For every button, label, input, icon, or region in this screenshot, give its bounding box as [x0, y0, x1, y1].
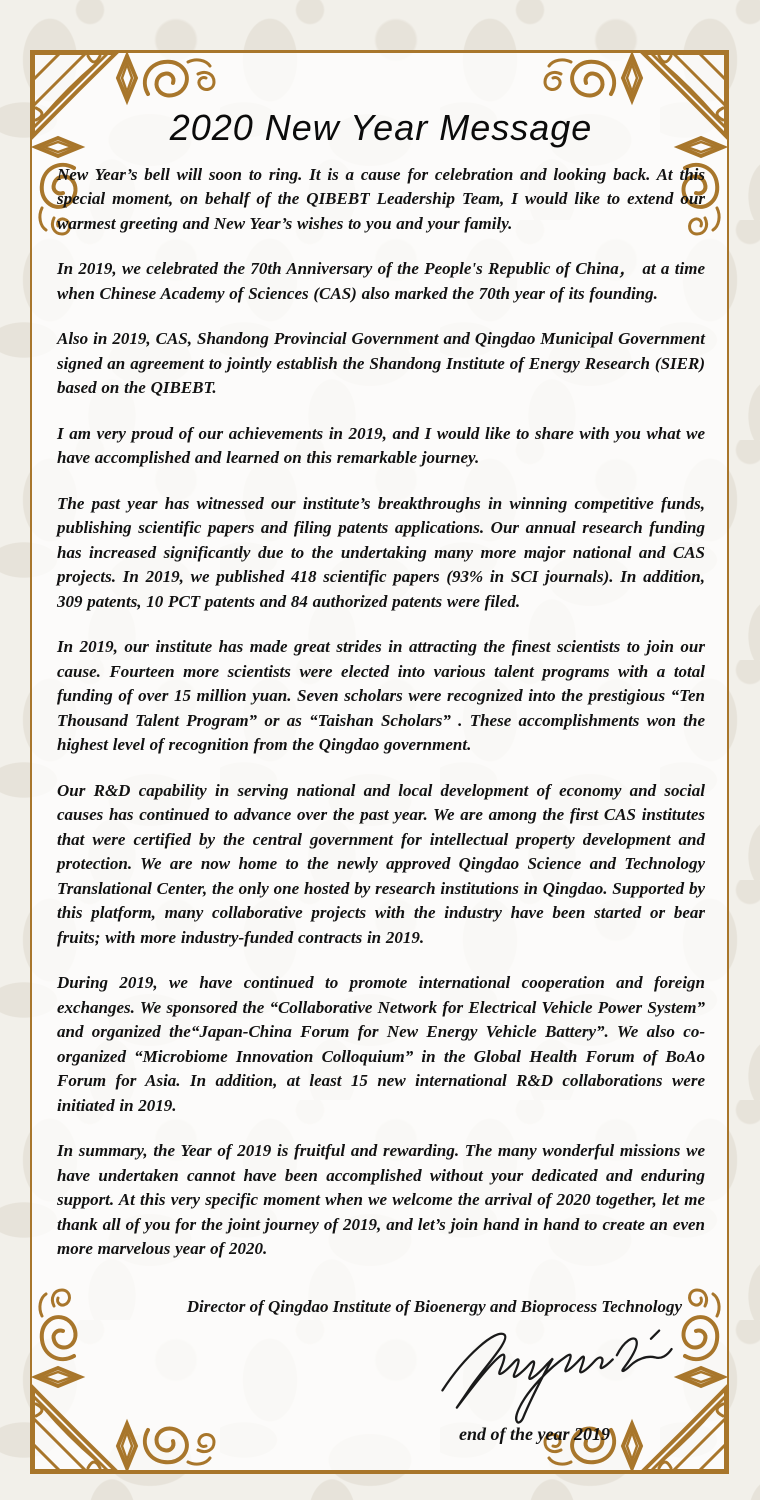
- message-paragraph: In 2019, we celebrated the 70th Anniversary of the People's Republic of China， at a time when Chinese Academy of Sciences (CAS) also marked the 70th year of its founding.: [57, 259, 705, 303]
- message-paragraph: In summary, the Year of 2019 is fruitful and rewarding. The many wonderful missions we have undertaken cannot have been accomplished without your dedicated and enduring support. At this very specific moment when we welcome the arrival of 2020 together, let me thank all of you for the joint journey of 2019, and let’s join hand in hand to create an even more marvelous year of 2020.: [57, 1141, 705, 1259]
- message-paragraph: In 2019, our institute has made great strides in attracting the finest scientists to join our cause. Fourteen more scientists were elected into various talent programs with a total funding of over 15 million yuan. Seven scholars were recognized into the prestigious “Ten Thousand Talent Program” or as “Taishan Scholars” . These accomplishments won the highest level of recognition from the Qingdao government.: [57, 637, 705, 755]
- message-paragraph: The past year has witnessed our institute’s breakthroughs in winning competitive funds, publishing scientific papers and filing patents applications. Our annual research funding has increased significantly due to the undertaking many more major national and CAS projects. In 2019, we published 418 scientific papers (93% in SCI journals). In addition, 309 patents, 10 PCT patents and 84 authorized patents were filed.: [57, 493, 705, 611]
- message-paragraph: During 2019, we have continued to promote international cooperation and foreign exchanges. We sponsored the “Collaborative Network for Electrical Vehicle Power System” and organized the“Japan-China Forum for New Energy Vehicle Battery”. We also co-organized “Microbiome Innovation Colloquium” in the Global Health Forum of BoAo Forum for Asia. In addition, at least 15 new international R&D collaborations were initiated in 2019.: [57, 973, 705, 1115]
- message-paragraph: I am very proud of our achievements in 2019, and I would like to share with you what we have accomplished and learned on this remarkable journey.: [57, 423, 705, 468]
- signoff-role-line: Director of Qingdao Institute of Bioenergy and Bioprocess Technology: [186, 1297, 682, 1316]
- page-title: 2020 New Year Message: [169, 107, 593, 148]
- message-paragraph: New Year’s bell will soon to ring. It is a cause for celebration and looking back. At this special moment, on behalf of the QIBEBT Leadership Team, I would like to extend our warmest greeting and New Year’s wishes to you and your family.: [57, 164, 705, 233]
- message-paragraph: Our R&D capability in serving national and local development of economy and social causes has continued to advance over the past year. We are among the first CAS institutes that were certified by the central government for intellectual property development and protection. We are now home to the newly approved Qingdao Science and Technology Translational Center, the only one hosted by research institutions in Qingdao. Supported by this platform, many collaborative projects with the industry have been started or bear fruits; with more industry-funded contracts in 2019.: [57, 780, 705, 947]
- letter-content: [57, 50, 705, 1283]
- closing-line: end of the year 2019: [459, 1424, 610, 1444]
- signature-icon: [428, 1326, 686, 1430]
- message-body: [57, 163, 705, 1262]
- message-paragraph: Also in 2019, CAS, Shandong Provincial Government and Qingdao Municipal Government signed an agreement to jointly establish the Shandong Institute of Energy Research (SIER) based on the QIBEBT.: [57, 329, 705, 398]
